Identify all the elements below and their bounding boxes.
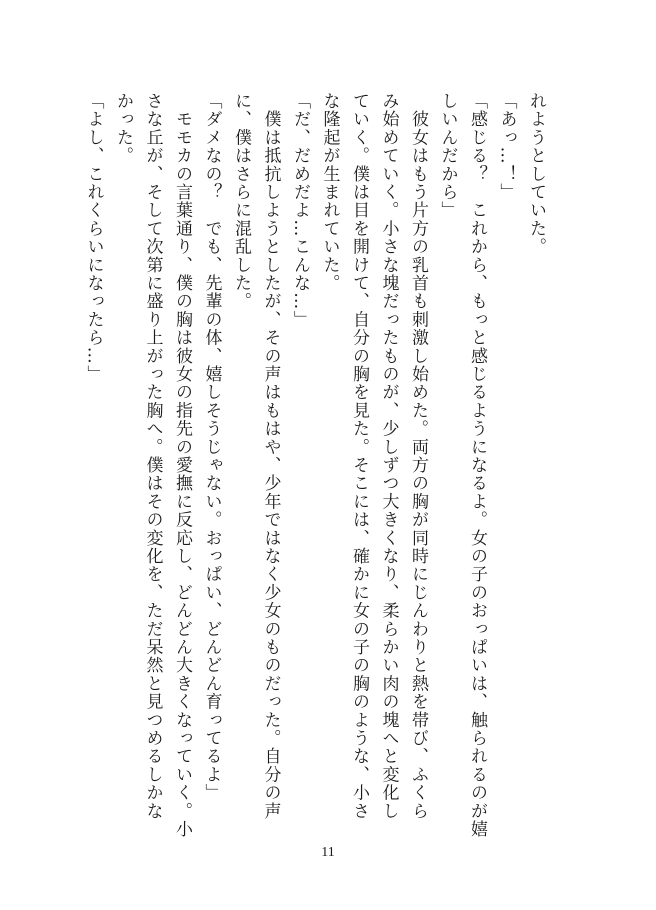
text-line: 「だ、だめだよ…こんな…」 xyxy=(290,92,310,329)
text-line: 僕は抵抗しようとしたが、その声はもはや、少年ではなく少女のものだった。自分の声 xyxy=(260,92,281,820)
text-line: 「あっ…！」 xyxy=(496,92,517,202)
text-line: かった。 xyxy=(113,92,133,165)
text-line: しいんだから」 xyxy=(437,92,458,220)
text-line: れようとしていた。 xyxy=(526,92,546,256)
page-number: 11 xyxy=(321,845,335,860)
text-line: に、僕はさらに混乱した。 xyxy=(231,92,251,311)
text-line: 「ダメなの？ でも、先輩の体、嬉しそうじゃない。おっぱい、どんどん育ってるよ」 xyxy=(201,92,222,802)
text-line: 彼女はもう片方の乳首も刺激し始めた。両方の胸が同時にじんわりと熱を帯び、ふくら xyxy=(408,92,428,820)
text-line: な隆起が生まれていた。 xyxy=(319,92,340,293)
text-line: さな丘が、そして次第に盛り上がった胸へ。僕はその変化を、ただ呆然と見つめるしかな xyxy=(142,92,163,820)
text-line: 「感じる？ これから、もっと感じるようになるよ。女の子のおっぱいは、触られるのが嬉 xyxy=(467,92,487,839)
text-line: ていく。僕は目を開けて、自分の胸を見た。そこには、確かに女の子の胸のような、小さ xyxy=(349,92,369,820)
text-line: 「よし、これくらいになったら…」 xyxy=(83,92,104,384)
vertical-text-body xyxy=(83,92,550,839)
text-line: モモカの言葉通り、僕の胸は彼女の指先の愛撫に反応し、どんどん大きくなっていく。小 xyxy=(172,92,192,839)
text-line: み始めていく。小さな塊だったものが、少しずつ大きくなり、柔らかい肉の塊へと変化し xyxy=(378,92,399,820)
